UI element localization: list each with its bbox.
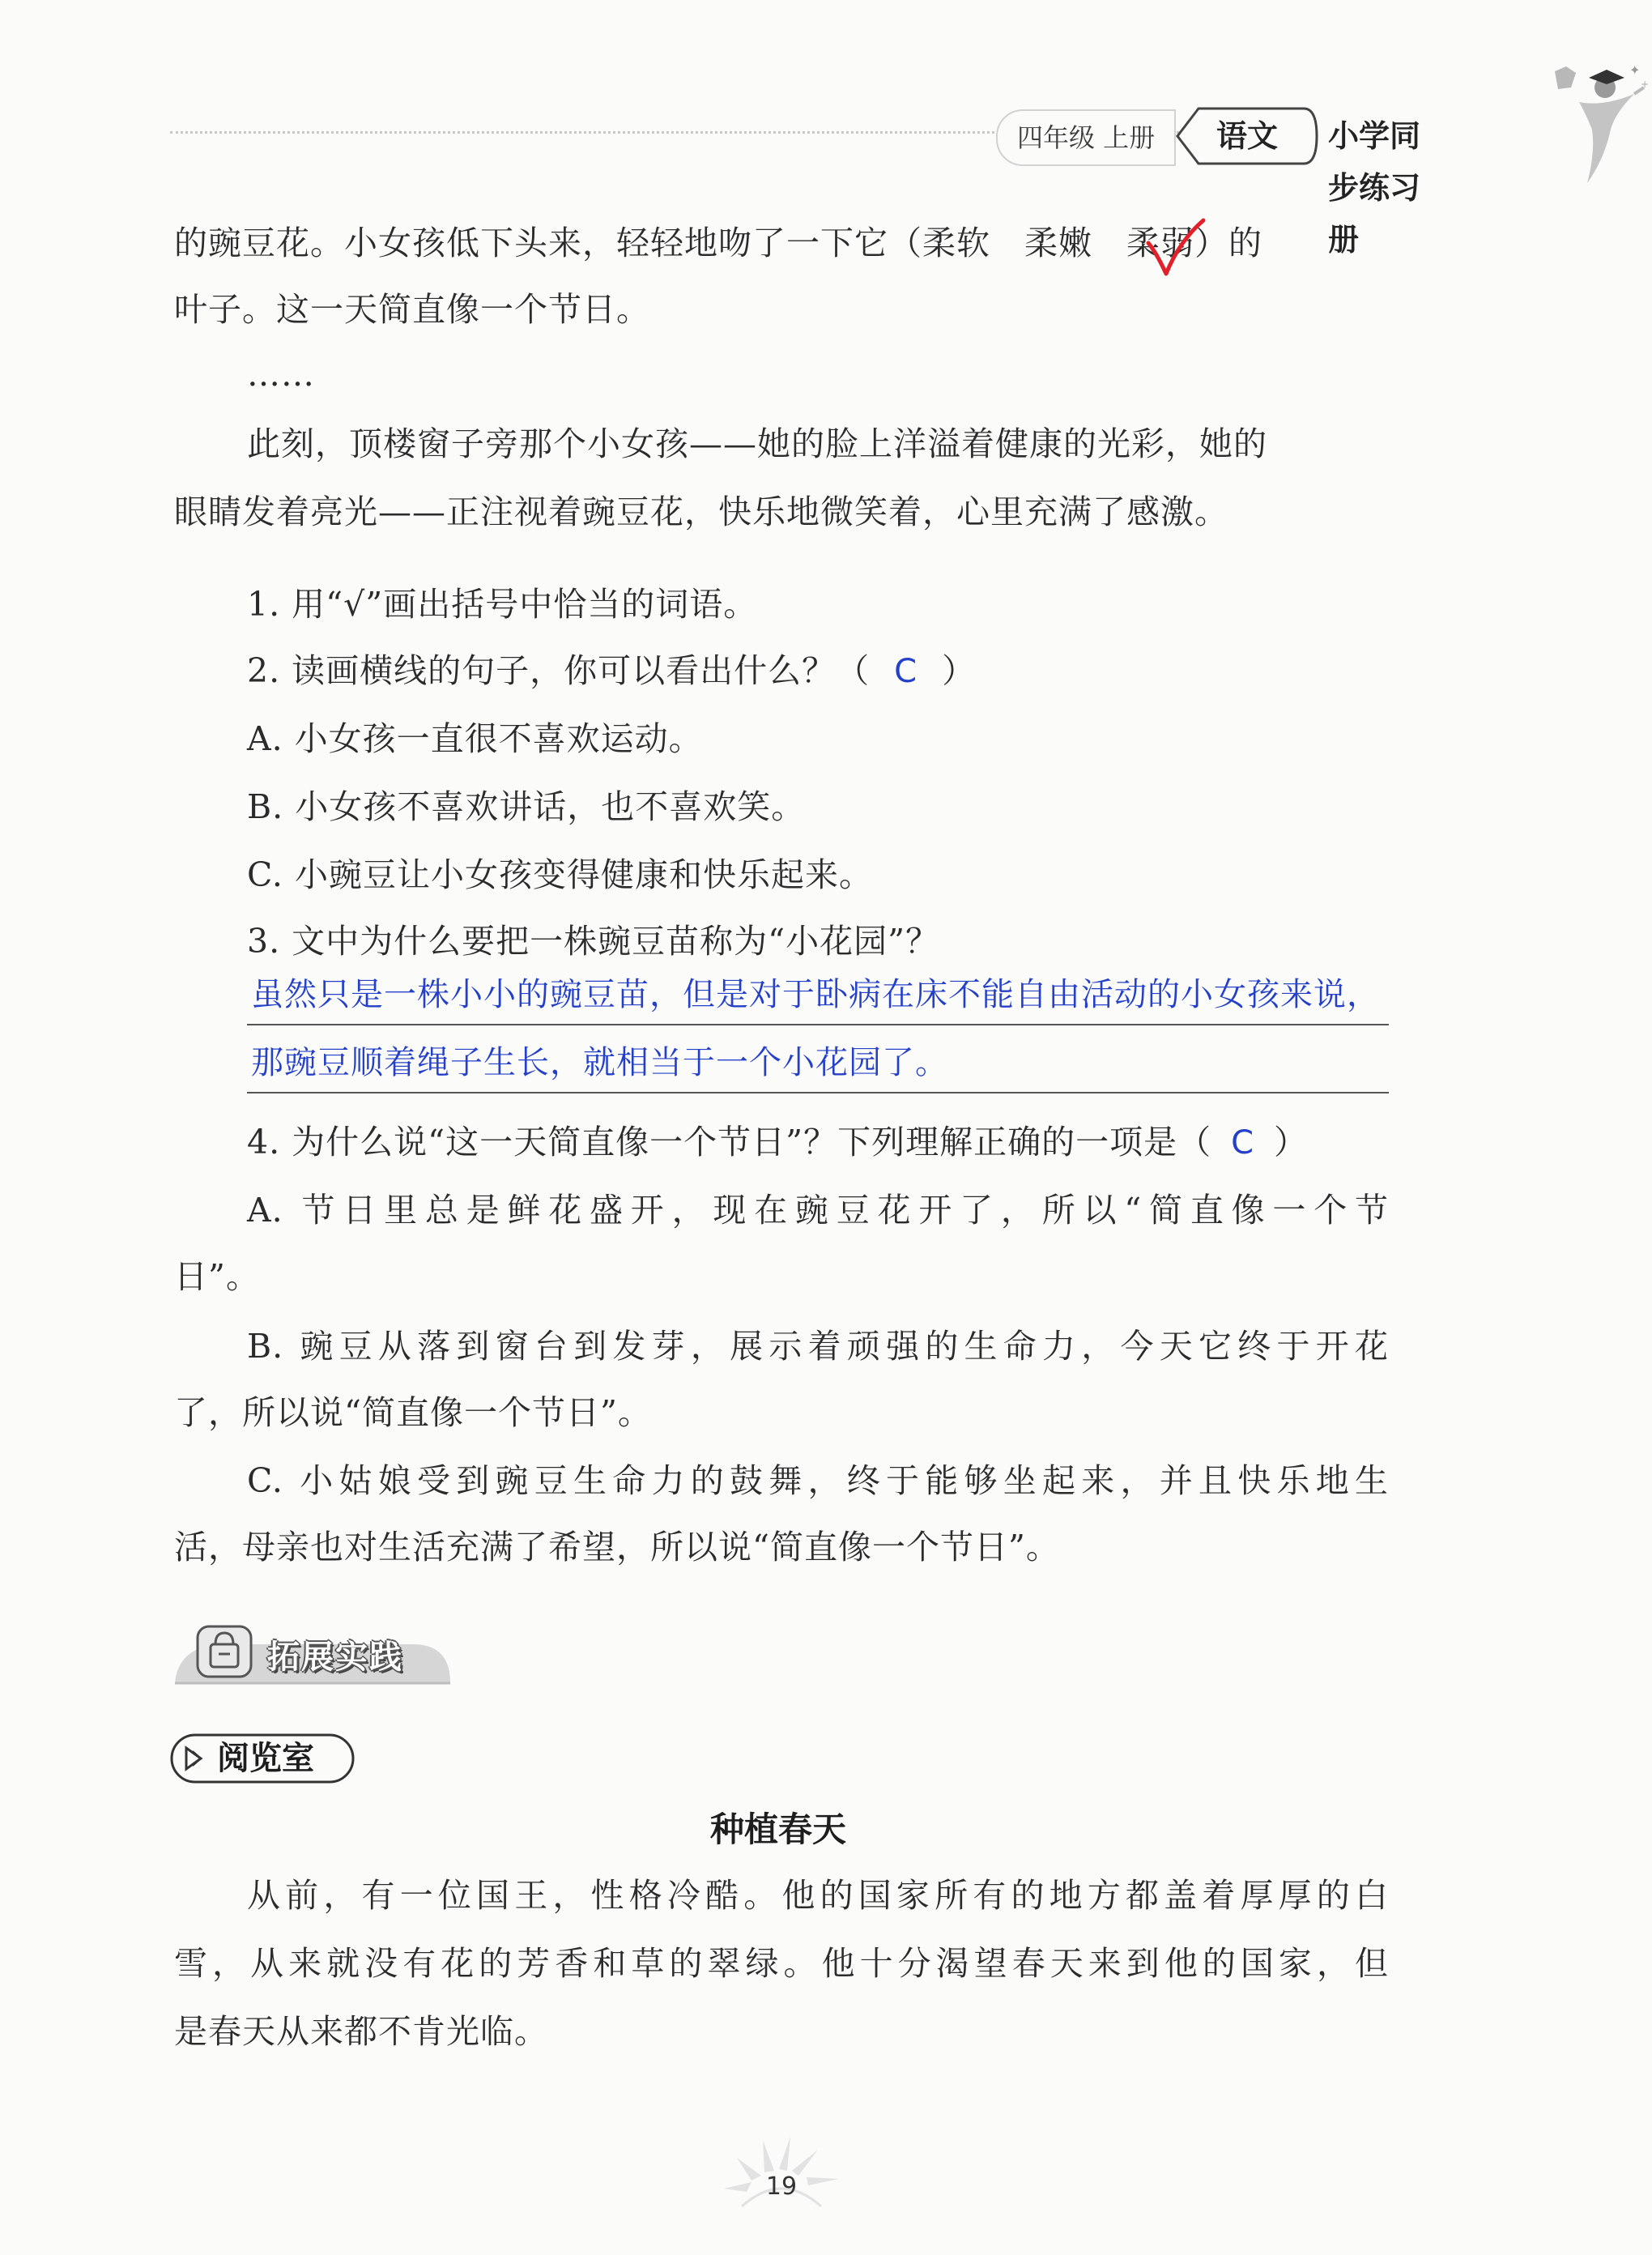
book-title: 小学同步练习册 [1328, 118, 1421, 258]
question-4-option-b-line-2: 了，所以说“简直像一个节日”。 [174, 1393, 652, 1432]
page-footer [713, 2122, 850, 2219]
reading-room-title: 阅览室 [217, 1740, 314, 1777]
check-mark-icon [1142, 217, 1207, 282]
passage-line-4: 眼睛发着亮光——正注视着豌豆花，快乐地微笑着，心里充满了感激。 [174, 492, 1228, 531]
question-1: 1. 用“√”画出括号中恰当的词语。 [247, 585, 758, 624]
passage-line-2: 叶子。这一天简直像一个节日。 [174, 290, 650, 329]
question-2-close-paren: ） [942, 651, 977, 690]
question-2-text: 2. 读画横线的句子，你可以看出什么？（ [247, 651, 871, 690]
question-2-option-b: B. 小女孩不喜欢讲话，也不喜欢笑。 [247, 787, 806, 826]
passage-line-1: 的豌豆花。小女孩低下头来，轻轻地吻了一下它（柔软 柔嫩 柔弱）的 [174, 224, 1262, 262]
story-line-2: 雪，从来就没有花的芳香和草的翠绿。他十分渴望春天来到他的国家，但 [174, 1944, 1389, 1983]
question-4-answer: C [1231, 1124, 1255, 1162]
subject-label: 语文 [1216, 117, 1278, 154]
story-title: 种植春天 [709, 1810, 846, 1849]
question-4-option-a-line-1: A. 节日里总是鲜花盛开，现在豌豆花开了，所以“简直像一个节 [247, 1191, 1389, 1230]
practice-section-title: 拓展实践 [267, 1639, 403, 1676]
sun-rays-icon [713, 2122, 850, 2219]
question-3-answer-line-2: 那豌豆顺着绳子生长，就相当于一个小花园了。 [251, 1044, 948, 1081]
question-2-option-c: C. 小豌豆让小女孩变得健康和快乐起来。 [247, 855, 873, 894]
svg-text:+: + [1641, 79, 1650, 90]
answer-rule-2 [247, 1092, 1389, 1093]
page-number: 19 [765, 2172, 798, 2201]
story-line-3: 是春天从来都不肯光临。 [174, 2012, 548, 2051]
question-2 [247, 648, 976, 694]
question-4-option-b-line-1: B. 豌豆从落到窗台到发芽，展示着顽强的生命力，今天它终于开花 [247, 1327, 1389, 1366]
reading-room-label [170, 1732, 356, 1785]
question-4 [247, 1119, 1308, 1166]
question-4-option-c-line-1: C. 小姑娘受到豌豆生命力的鼓舞，终于能够坐起来，并且快乐地生 [247, 1461, 1389, 1500]
question-4-option-a-line-2: 日”。 [174, 1257, 260, 1296]
question-3: 3. 文中为什么要把一株豌豆苗称为“小花园”？ [247, 922, 940, 961]
question-2-answer: C [894, 653, 918, 690]
passage-line-3: 此刻，顶楼窗子旁那个小女孩——她的脸上洋溢着健康的光彩，她的 [247, 424, 1267, 463]
question-4-close-paren: ） [1274, 1123, 1309, 1162]
question-3-answer-line-1: 虽然只是一株小小的豌豆苗，但是对于卧病在床不能自由活动的小女孩来说， [251, 976, 1380, 1013]
question-4-text: 4. 为什么说“这一天简直像一个节日”？下列理解正确的一项是（ [247, 1123, 1212, 1162]
svg-text:✦: ✦ [1629, 62, 1641, 78]
question-4-option-c-line-2: 活，母亲也对生活充满了希望，所以说“简直像一个节日”。 [174, 1528, 1060, 1567]
passage-ellipsis: …… [247, 355, 315, 394]
story-line-1: 从前，有一位国王，性格冷酷。他的国家所有的地方都盖着厚厚的白 [247, 1876, 1389, 1915]
subject-badge [1174, 105, 1320, 167]
grade-label: 四年级 上册 [996, 109, 1176, 166]
practice-section-banner [170, 1620, 453, 1685]
graduate-figure-icon [1539, 55, 1652, 185]
question-2-option-a: A. 小女孩一直很不喜欢运动。 [247, 719, 703, 758]
answer-rule-1 [247, 1024, 1389, 1025]
